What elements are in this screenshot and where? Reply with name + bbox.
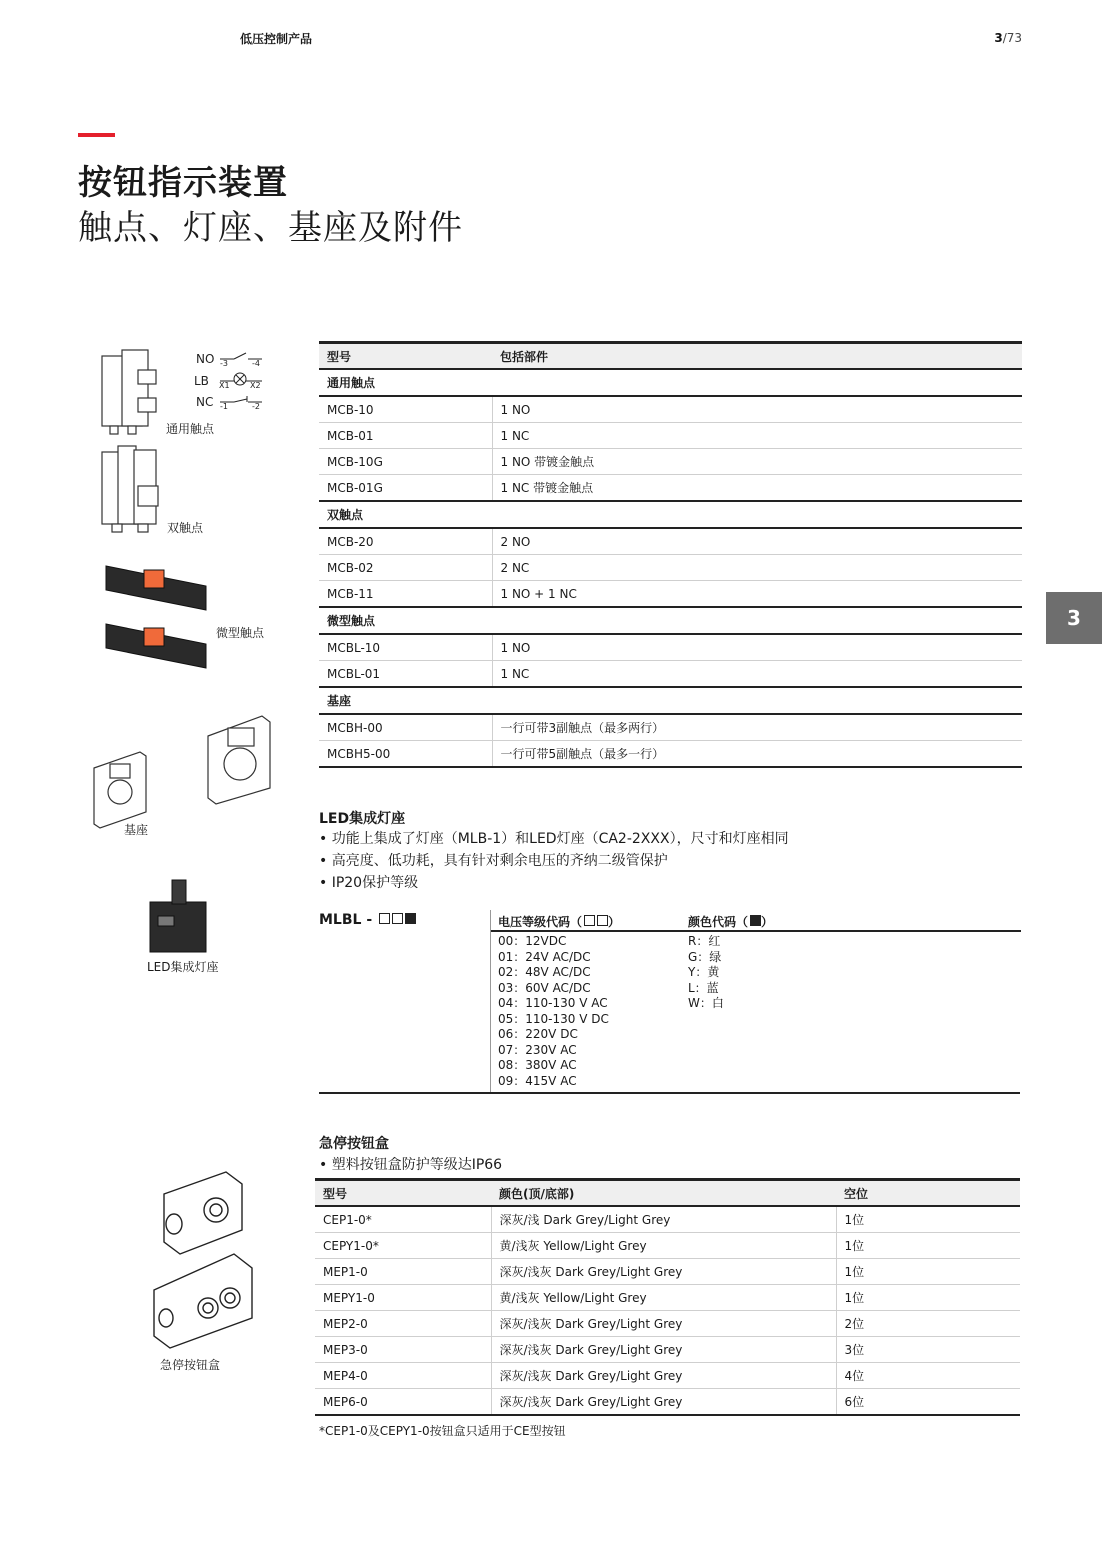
table-row	[319, 741, 1022, 768]
cell-parts: 1 NO	[492, 634, 1022, 661]
voltage-item: 03：60V AC/DC	[498, 980, 591, 995]
cell-model: MCBH5-00	[319, 741, 492, 768]
group-label: 基座	[319, 687, 1022, 714]
table-row	[319, 661, 1022, 688]
base-image-small	[90, 748, 152, 832]
led-bullets	[319, 828, 789, 894]
voltage-item: 02：48V AC/DC	[498, 965, 591, 979]
cell-color: 深灰/浅灰 Dark Grey/Light Grey	[491, 1337, 836, 1363]
page-title: 按钮指示装置	[78, 163, 288, 203]
estop-section-title: 急停按钮盒	[319, 1136, 389, 1152]
led-bullet: • 功能上集成了灯座（MLB-1）和LED灯座（CA2-2XXX），尺寸和灯座相同	[319, 831, 789, 847]
cell-color: 深灰/浅灰 Dark Grey/Light Grey	[491, 1259, 836, 1285]
table-row	[315, 1206, 1020, 1233]
cell-model: MCBH-00	[319, 714, 492, 741]
cell-positions: 1位	[836, 1233, 1020, 1259]
cell-model: MEP3-0	[315, 1337, 491, 1363]
cell-model: MCB-10	[319, 396, 492, 423]
mlbl-code	[319, 912, 416, 928]
mlbl-code-text: MLBL -	[319, 912, 378, 928]
caption-universal-contact: 通用触点	[166, 422, 215, 436]
voltage-item: 04：110-130 V AC	[498, 996, 608, 1010]
color-header-close: ）	[761, 915, 774, 929]
cell-parts: 2 NC	[492, 555, 1022, 581]
color-list	[688, 934, 724, 1012]
voltage-header	[498, 913, 620, 930]
col-header-color: 颜色(顶/底部)	[491, 1180, 836, 1207]
color-item: W：白	[688, 996, 724, 1010]
table-group-row	[319, 369, 1022, 396]
cell-model: MEP1-0	[315, 1259, 491, 1285]
cell-parts: 一行可带3副触点（最多两行）	[492, 714, 1022, 741]
cell-model: MCB-01	[319, 423, 492, 449]
placeholder-square	[379, 913, 390, 924]
cell-color: 深灰/浅灰 Dark Grey/Light Grey	[491, 1389, 836, 1416]
cell-model: MEP4-0	[315, 1363, 491, 1389]
estop-table-header	[315, 1180, 1020, 1207]
table-row	[315, 1233, 1020, 1259]
caption-led: LED集成灯座	[147, 960, 219, 974]
cell-model: MEP2-0	[315, 1311, 491, 1337]
page-number	[994, 31, 1022, 45]
cell-model: MCB-10G	[319, 449, 492, 475]
cell-parts: 1 NO + 1 NC	[492, 581, 1022, 608]
caption-micro-contact: 微型触点	[216, 626, 265, 640]
contact-symbols	[194, 350, 274, 414]
cell-model: MCBL-10	[319, 634, 492, 661]
placeholder-square-filled	[750, 915, 761, 926]
contacts-table-header	[319, 343, 1022, 370]
cell-parts: 1 NO	[492, 396, 1022, 423]
micro-contact-image	[102, 558, 214, 680]
header-section: 低压控制产品	[240, 32, 313, 46]
cell-model: MCB-01G	[319, 475, 492, 502]
col-header-model: 型号	[315, 1180, 491, 1207]
caption-double-contact: 双触点	[167, 521, 204, 535]
table-row	[319, 423, 1022, 449]
estop-bullet: • 塑料按钮盒防护等级达IP66	[319, 1157, 503, 1173]
placeholder-square	[584, 915, 595, 926]
table-row	[315, 1259, 1020, 1285]
table-row	[315, 1363, 1020, 1389]
estop-box-image	[150, 1168, 260, 1352]
voltage-list	[498, 934, 609, 1089]
voltage-table-bottom-rule	[319, 1092, 1020, 1094]
cell-parts: 1 NC 带镀金触点	[492, 475, 1022, 502]
placeholder-square	[392, 913, 403, 924]
chapter-tab[interactable]: 3	[1046, 592, 1102, 644]
symbol-no-t2: -4	[252, 359, 260, 368]
table-row	[319, 528, 1022, 555]
table-row	[319, 634, 1022, 661]
caption-estop: 急停按钮盒	[160, 1358, 221, 1372]
voltage-item: 00：12VDC	[498, 934, 567, 948]
placeholder-square-filled	[405, 913, 416, 924]
double-contact-image	[98, 444, 168, 536]
cell-model: CEP1-0*	[315, 1206, 491, 1233]
cell-parts: 1 NC	[492, 661, 1022, 688]
cell-positions: 1位	[836, 1206, 1020, 1233]
cell-positions: 1位	[836, 1259, 1020, 1285]
table-group-row	[319, 501, 1022, 528]
table-group-row	[319, 607, 1022, 634]
cell-positions: 2位	[836, 1311, 1020, 1337]
table-row	[319, 475, 1022, 502]
table-row	[319, 396, 1022, 423]
group-label: 双触点	[319, 501, 1022, 528]
caption-base: 基座	[124, 823, 149, 837]
cell-color: 深灰/浅灰 Dark Grey/Light Grey	[491, 1363, 836, 1389]
group-label: 微型触点	[319, 607, 1022, 634]
col-header-model: 型号	[319, 343, 492, 370]
symbol-lb-label: LB	[194, 374, 209, 388]
color-item: G：绿	[688, 949, 722, 964]
voltage-color-codes	[490, 910, 1021, 1094]
title-accent-bar	[78, 133, 115, 137]
cell-parts: 1 NO 带镀金触点	[492, 449, 1022, 475]
voltage-item: 05：110-130 V DC	[498, 1011, 609, 1026]
voltage-header-close: ）	[608, 915, 621, 929]
table-row	[315, 1285, 1020, 1311]
base-image-large	[202, 712, 274, 806]
voltage-item: 09：415V AC	[498, 1073, 577, 1088]
page-total: /73	[1002, 31, 1022, 45]
cell-color: 黄/浅灰 Yellow/Light Grey	[491, 1233, 836, 1259]
led-bullet: • IP20保护等级	[319, 875, 419, 891]
symbol-nc-t2: -2	[252, 402, 260, 411]
color-header	[688, 913, 773, 930]
table-row	[319, 449, 1022, 475]
contact-symbol-diagram	[194, 350, 274, 414]
col-header-positions: 空位	[836, 1180, 1020, 1207]
cell-color: 黄/浅灰 Yellow/Light Grey	[491, 1285, 836, 1311]
table-row	[315, 1311, 1020, 1337]
symbol-nc-t1: -1	[220, 402, 228, 411]
table-row	[319, 555, 1022, 581]
cell-model: MCB-20	[319, 528, 492, 555]
symbol-nc-label: NC	[196, 395, 214, 409]
cell-model: MCBL-01	[319, 661, 492, 688]
cell-color: 深灰/浅 Dark Grey/Light Grey	[491, 1206, 836, 1233]
cell-model: MEPY1-0	[315, 1285, 491, 1311]
led-lamp-holder-image	[144, 876, 214, 956]
symbol-lb-t1: X1	[219, 381, 230, 390]
table-group-row	[319, 687, 1022, 714]
symbol-no-t1: -3	[220, 359, 228, 368]
led-section-title: LED集成灯座	[319, 811, 406, 827]
estop-footnote: *CEP1-0及CEPY1-0按钮盒只适用于CE型按钮	[319, 1424, 566, 1438]
color-item: R：红	[688, 934, 721, 948]
cell-model: CEPY1-0*	[315, 1233, 491, 1259]
cell-model: MCB-02	[319, 555, 492, 581]
cell-positions: 4位	[836, 1363, 1020, 1389]
cell-model: MCB-11	[319, 581, 492, 608]
group-label: 通用触点	[319, 369, 1022, 396]
led-bullet: • 高亮度、低功耗，具有针对剩余电压的齐纳二级管保护	[319, 853, 668, 869]
estop-table	[315, 1178, 1020, 1416]
symbol-no-label: NO	[196, 352, 215, 366]
cell-model: MEP6-0	[315, 1389, 491, 1416]
cell-positions: 3位	[836, 1337, 1020, 1363]
cell-color: 深灰/浅灰 Dark Grey/Light Grey	[491, 1311, 836, 1337]
contacts-table	[319, 341, 1022, 768]
cell-parts: 1 NC	[492, 423, 1022, 449]
voltage-header-text: 电压等级代码（	[498, 915, 583, 929]
table-row	[315, 1337, 1020, 1363]
color-header-text: 颜色代码（	[688, 915, 749, 929]
voltage-item: 08：380V AC	[498, 1058, 577, 1072]
voltage-item: 06：220V DC	[498, 1027, 578, 1041]
page-subtitle: 触点、灯座、基座及附件	[78, 208, 463, 248]
color-item: Y：黄	[688, 965, 720, 979]
table-row	[319, 714, 1022, 741]
cell-positions: 1位	[836, 1285, 1020, 1311]
cell-parts: 一行可带5副触点（最多一行）	[492, 741, 1022, 768]
voltage-item: 07：230V AC	[498, 1042, 577, 1057]
voltage-item: 01：24V AC/DC	[498, 949, 591, 964]
table-row	[315, 1389, 1020, 1416]
placeholder-square	[597, 915, 608, 926]
symbol-lb-t2: X2	[250, 381, 261, 390]
cell-parts: 2 NO	[492, 528, 1022, 555]
table-row	[319, 581, 1022, 608]
cell-positions: 6位	[836, 1389, 1020, 1416]
col-header-parts: 包括部件	[492, 343, 1022, 370]
color-item: L：蓝	[688, 980, 719, 995]
page-current: 3	[994, 31, 1003, 45]
voltage-color-header	[491, 910, 1021, 932]
universal-contact-image	[98, 348, 168, 438]
